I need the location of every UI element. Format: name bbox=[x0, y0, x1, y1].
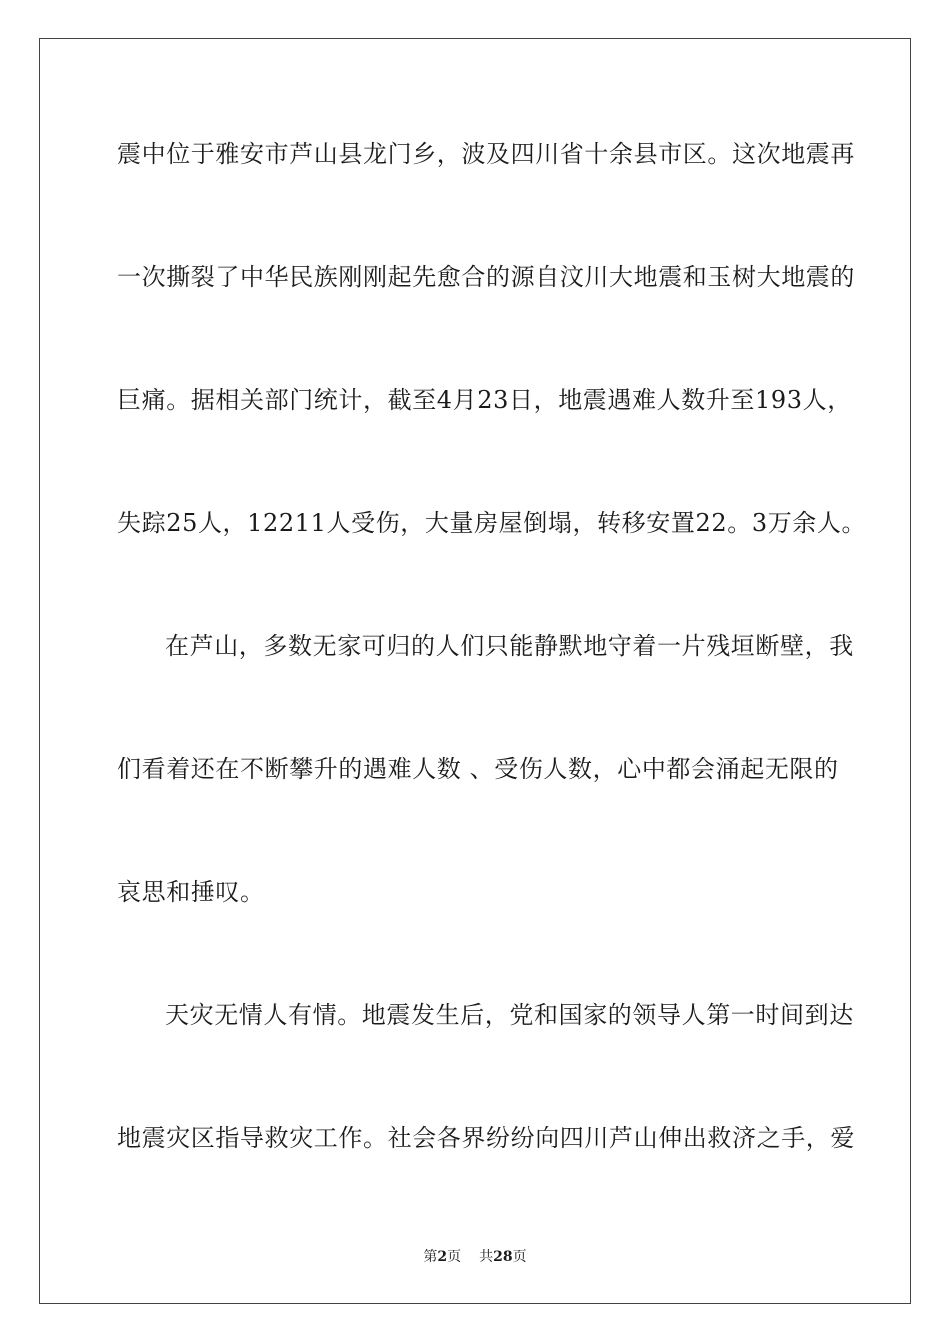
footer-total-prefix: 共 bbox=[479, 1249, 494, 1265]
text-line-7: 哀思和捶叹。 bbox=[117, 878, 265, 906]
text-line-1: 震中位于雅安市芦山县龙门乡，波及四川省十余县市区。这次地震再 bbox=[117, 140, 855, 168]
page-footer bbox=[0, 1248, 950, 1266]
footer-total-pages: 28 bbox=[493, 1249, 513, 1265]
text-line-4: 失踪25人，12211人受伤，大量房屋倒塌，转移安置22。3万余人。 bbox=[117, 509, 867, 537]
text-line-9: 地震灾区指导救灾工作。社会各界纷纷向四川芦山伸出救济之手，爱 bbox=[117, 1124, 855, 1152]
footer-total-suffix: 页 bbox=[512, 1249, 527, 1265]
text-line-8: 天灾无情人有情。地震发生后，党和国家的领导人第一时间到达 bbox=[165, 1001, 854, 1029]
footer-page-number: 2 bbox=[437, 1249, 448, 1265]
footer-page-suffix: 页 bbox=[447, 1249, 462, 1265]
text-line-5: 在芦山，多数无家可归的人们只能静默地守着一片残垣断壁，我 bbox=[165, 632, 854, 660]
text-line-3: 巨痛。据相关部门统计，截至4月23日，地震遇难人数升至193人， bbox=[117, 386, 852, 414]
footer-page-prefix: 第 bbox=[423, 1249, 438, 1265]
text-line-2: 一次撕裂了中华民族刚刚起先愈合的源自汶川大地震和玉树大地震的 bbox=[117, 263, 855, 291]
page-frame bbox=[39, 38, 911, 1304]
text-line-6: 们看着还在不断攀升的遇难人数 、受伤人数，心中都会涌起无限的 bbox=[117, 755, 839, 783]
